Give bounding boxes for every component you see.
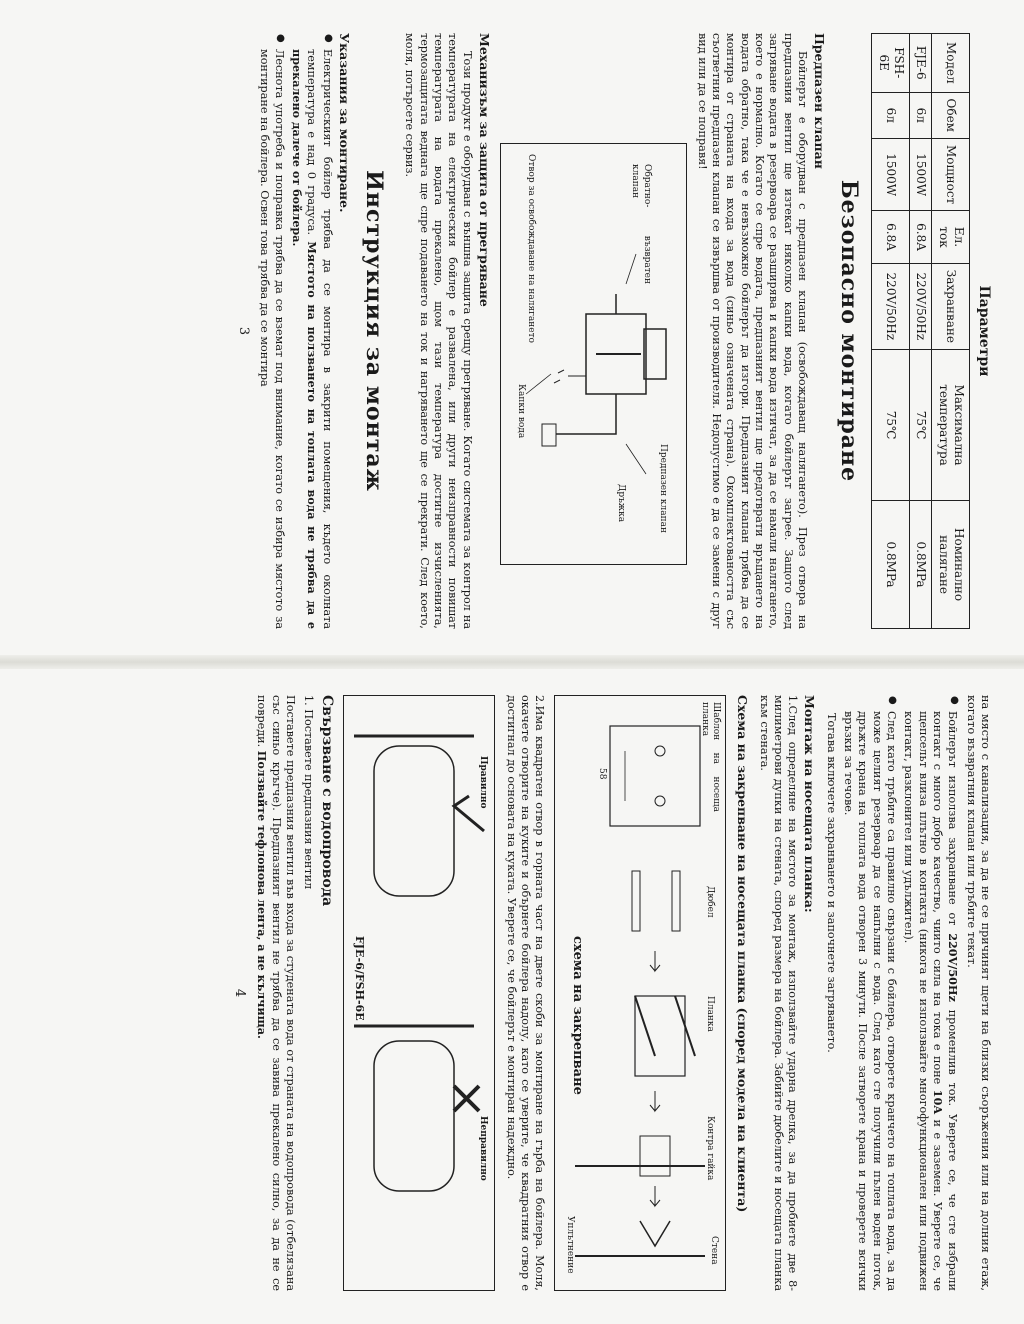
continue-text: на място с канализация, за да не се причинят щети на близки съоръжения или на долния етаж, когато възвратния клапан или тръбите текат. [964, 695, 992, 1291]
plank-label: Планка [705, 996, 716, 1032]
page-4 [0, 662, 1024, 1324]
table-cell: 0.8MPa [872, 501, 910, 629]
water-text-normal: Поставете предпазния вентил във входа за студената вода от страната на водопровода (отбелязана със синьо кръгче). Предпазният вентил не трябва да се завива прекалено силно, за да не се повреди. [254, 695, 298, 1291]
table-cell: 6л [872, 92, 910, 139]
list-item [841, 711, 898, 1291]
bullet-bold-text: Мястото на ползването на топлата вода не трябва да е прекалено далече от бойлера. [290, 49, 320, 629]
table-row [872, 34, 910, 629]
table-cell: FJE-6 [910, 34, 932, 93]
table-cell: 0.8MPa [910, 501, 932, 629]
table-header-cell: Максимална температура [932, 350, 970, 501]
handle-label: Дръжка [615, 484, 626, 523]
water-text-bold: Ползвайте тефлонова лента, а не кълчища. [254, 750, 269, 1039]
current-text: 10A [931, 1089, 946, 1115]
page-number: 4 [232, 988, 248, 998]
table-header-cell: Захранване [932, 263, 970, 349]
table-header-cell: Мощност [932, 139, 970, 211]
valve-text: Бойлерът е оборудван с предпазен клапан (освобождаващ налягането). През отвора на предпазния вентил ще изтекат няколко капки вода, когато бойлерът загрее. Защото след загряване водата в резервоара се разширява и капки вода изтичат, за да се намали налягането, което е нормално. Когато се спре водата, предпазният вентил ще предотврати връщането на водата обратно, така че е невъзможно бойлерът да изгори. Предпазният клапан трябва да се монтира от страната на входа за вода (синьо означената страна). Окомплектоваността със съответния предпазен клапан се извършва от производителя. Недопустимо е да се замени с друг вид или да се поправя! [695, 33, 810, 629]
safety-valve-label: Предпазен клапан [657, 444, 668, 534]
voltage-text: 220V/50Hz [946, 933, 961, 1002]
table-cell: 1500W [872, 139, 910, 211]
params-title: Параметри [976, 285, 992, 377]
check-valve-label: Обратно- възвратен клапан [630, 164, 652, 284]
bullet-text: и е заземен. Уверете се, че щепсельт влиза плътно в контакта (никога не използвайте многофункционален или подвижен контакт, разклонител или удължител). [902, 711, 945, 1291]
mounting-scheme-figure [554, 695, 726, 1291]
table-cell: FSH-6E [872, 34, 910, 93]
bullet-text: Бойлерът използва захранване от [946, 711, 960, 934]
table-cell: 1500W [910, 139, 932, 211]
install-bullets [257, 33, 334, 629]
table-header-cell: Модел [932, 34, 970, 93]
table-header-cell: Номинално налягане [932, 501, 970, 629]
overheat-title: Механизъм за защита от прегряване [476, 33, 492, 307]
water-text [253, 695, 297, 1291]
plank-text: 1.След определяне на мястото за монтаж, използвайте ударна дрелка, за да пробиете две 8-милиметрови дупки на стената, според размера на бойлера. Забийте дюбелите и носещата планка към стената. [757, 695, 800, 1291]
table-row [910, 34, 932, 629]
plank-title: Монтаж на носещата планка: [802, 695, 818, 913]
install-subtitle: Указания за монтиране. [336, 33, 352, 213]
template-label: Шаблон на носеща планка [699, 702, 722, 812]
wrong-label: Неправилно [478, 1116, 489, 1181]
square-hole-text: 2.Има квадратен отвор в горната част на двете скоби за монтиране на гърба на бойлера. Моля, окачете отворите на куките и обърнете бойлера надолу, като се уверите, че квадратния отвор е достигнал до основата на куката. Уверете се, че бойлерът е монтиран надеждно. [504, 695, 547, 1291]
table-cell: 6л [910, 92, 932, 139]
list-item [289, 49, 334, 629]
table-cell: 75℃ [872, 350, 910, 501]
table-cell: 75℃ [910, 350, 932, 501]
water-item: 1. Поставете предпазния вентил [301, 695, 315, 890]
valve-figure [500, 143, 687, 565]
table-cell: 6.8A [872, 211, 910, 264]
table-header-row [932, 34, 970, 629]
power-bullets [841, 695, 961, 1291]
correct-label: Правилно [478, 756, 489, 809]
dimension-label: 58 [597, 768, 608, 780]
nut-label: Контра гайка [705, 1116, 716, 1181]
install-title: Инструкция за монтаж [360, 170, 387, 492]
table-cell: 220V/50Hz [910, 263, 932, 349]
relief-hole-label: Отвор за освобождаване на налягането [525, 154, 536, 343]
model-label: FJE-6/FSH-6E [353, 936, 367, 1021]
bullet-text: Леснота употреба и поправка трябва да се вземат под внимание, когато се избира мястото за монтиране на бойлера. Освен това трябва да се монтира [258, 49, 286, 629]
bullet-text: След като тръбите са правилно свързани с бойлера, отворете кранчето на топлата вода, за да може целият резервоар да се напълни с вода. След като сте получили пълен воден поток, дръжте крана на топлата вода отворен 3 минути. После затворете крана и проверете всички връзки за течове. [842, 711, 899, 1291]
list-item [257, 49, 286, 629]
scheme-line: Схема на закрепване на носещата планка (според модела на клиента) [735, 695, 751, 1213]
dowel-label: Дюбел [705, 886, 716, 918]
table-cell: 220V/50Hz [872, 263, 910, 349]
params-table [871, 33, 970, 629]
table-header-cell: Ел. ток [932, 211, 970, 264]
seal-label: Уплътнение [565, 1216, 576, 1274]
table-header-cell: Обем [932, 92, 970, 139]
valve-title: Предпазен клапан [812, 33, 828, 169]
overheat-text: Този продукт е оборудван с външна защита срещу прегряване. Когато системата за контрол на температурата на електрическия бойлер е развалена, или други неизправности повишат температурата на водата прекалено, щом тази температура достигне изчисленията, термозащитата веднага ще спре подаването на ток и нагряването ще се прекрати. След което, моля, потърсете сервиз. [403, 33, 474, 629]
scheme-title: схема на закрепване [570, 936, 586, 1095]
safe-install-title: Безопасно монтиране [836, 179, 863, 483]
table-cell: 6.8A [910, 211, 932, 264]
bullet-text: Електрическият бойлер трябва да се монтира в закрити помещения, където околната температура е над 0 градуса. [305, 49, 334, 629]
bullet-text: променлив ток. Уверете се, че сте избрали контакт с много добро качество, чиито сила на тока е поне [931, 711, 960, 1291]
hanging-figure [343, 695, 495, 1291]
list-item [901, 711, 960, 1291]
wall-label: Стена [709, 1236, 720, 1265]
drops-label: Капки вода [515, 384, 526, 439]
water-title: Свързване с водопровода [319, 695, 336, 907]
page-number: 3 [236, 326, 252, 336]
hanging-diagram [344, 696, 494, 1290]
then-text: Тогава включете захранването и започнете загряването. [824, 713, 838, 1053]
